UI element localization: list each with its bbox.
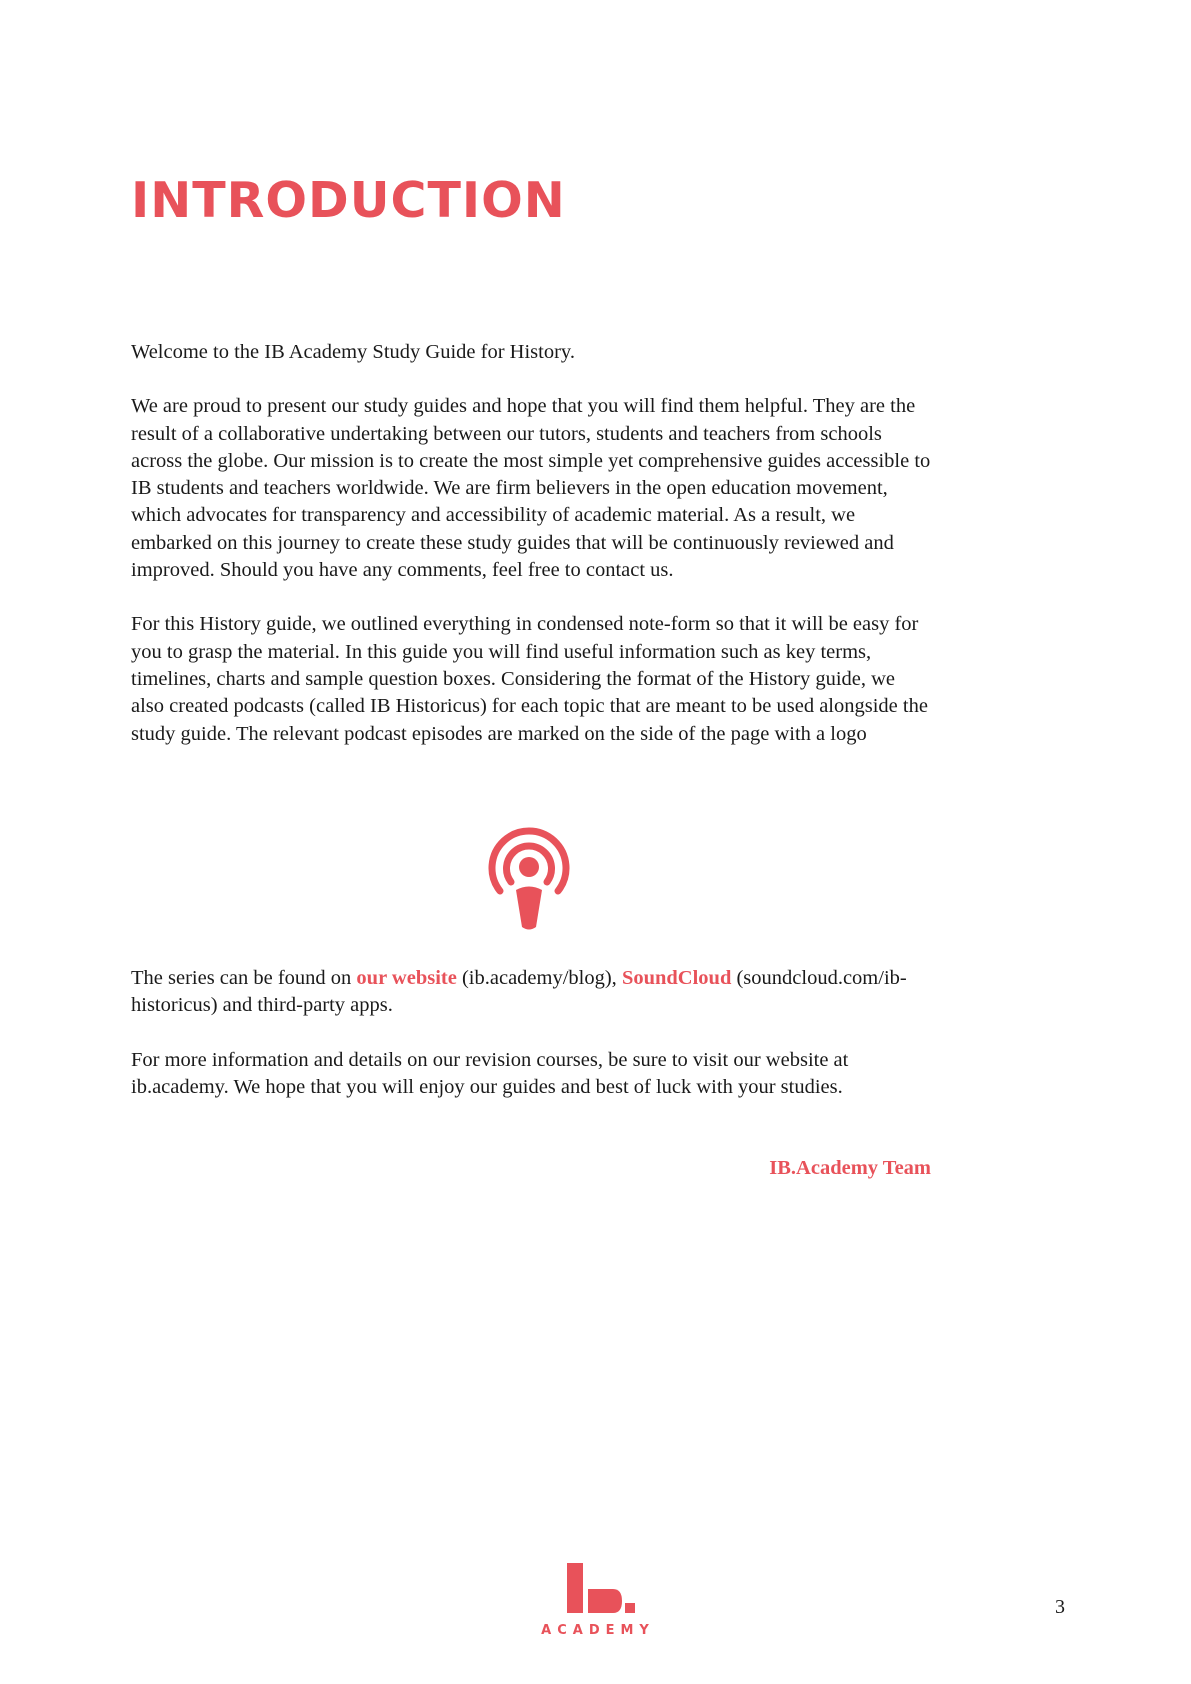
page-title: INTRODUCTION — [131, 172, 566, 229]
intro-body — [131, 339, 931, 775]
page-number: 3 — [1055, 1596, 1065, 1618]
logo-text: ACADEMY — [541, 1623, 655, 1638]
series-section — [131, 965, 931, 1128]
our-website-link[interactable]: our website — [356, 967, 457, 989]
more-info-paragraph: For more information and details on our revision courses, be sure to visit our website at ib.academy. We hope that you will enjoy our guides and best of luck with your studies. — [131, 1048, 849, 1098]
mission-paragraph: We are proud to present our study guides and hope that you will find them helpful. They are the result of a collaborative undertaking between our tutors, students and teachers from schools across the globe. Our mission is to create the most simple yet comprehensive guides accessible to IB students and teachers worldwide. We are firm believers in the open education movement, which advocates for transparency and accessibility of academic material. As a result, we embarked on this journey to create these study guides that will be continuously reviewed and improved. Should you have any comments, feel free to contact us. — [131, 395, 931, 582]
welcome-paragraph: Welcome to the IB Academy Study Guide for History. — [131, 341, 575, 363]
series-suffix: (soundcloud.com/ib-historicus) and third-party apps. — [131, 967, 907, 1017]
series-paragraph — [131, 965, 931, 1020]
ib-academy-logo — [538, 1555, 658, 1645]
signature: IB.Academy Team — [769, 1157, 931, 1179]
series-prefix: The series can be found on — [131, 967, 357, 989]
podcast-icon — [486, 827, 572, 933]
ib-logo-mark — [538, 1555, 658, 1619]
soundcloud-link[interactable]: SoundCloud — [621, 967, 732, 989]
guide-paragraph: For this History guide, we outlined everything in condensed note-form so that it will be easy for you to grasp the material. In this guide you will find useful information such as key terms, timelines, charts and sample question boxes. Considering the format of the History guide, we also created podcasts (called IB Historicus) for each topic that are meant to be used alongside the study guide. The relevant podcast episodes are marked on the side of the page with a logo — [131, 613, 928, 745]
website-url-text: (ib.academy/blog), — [456, 967, 622, 989]
